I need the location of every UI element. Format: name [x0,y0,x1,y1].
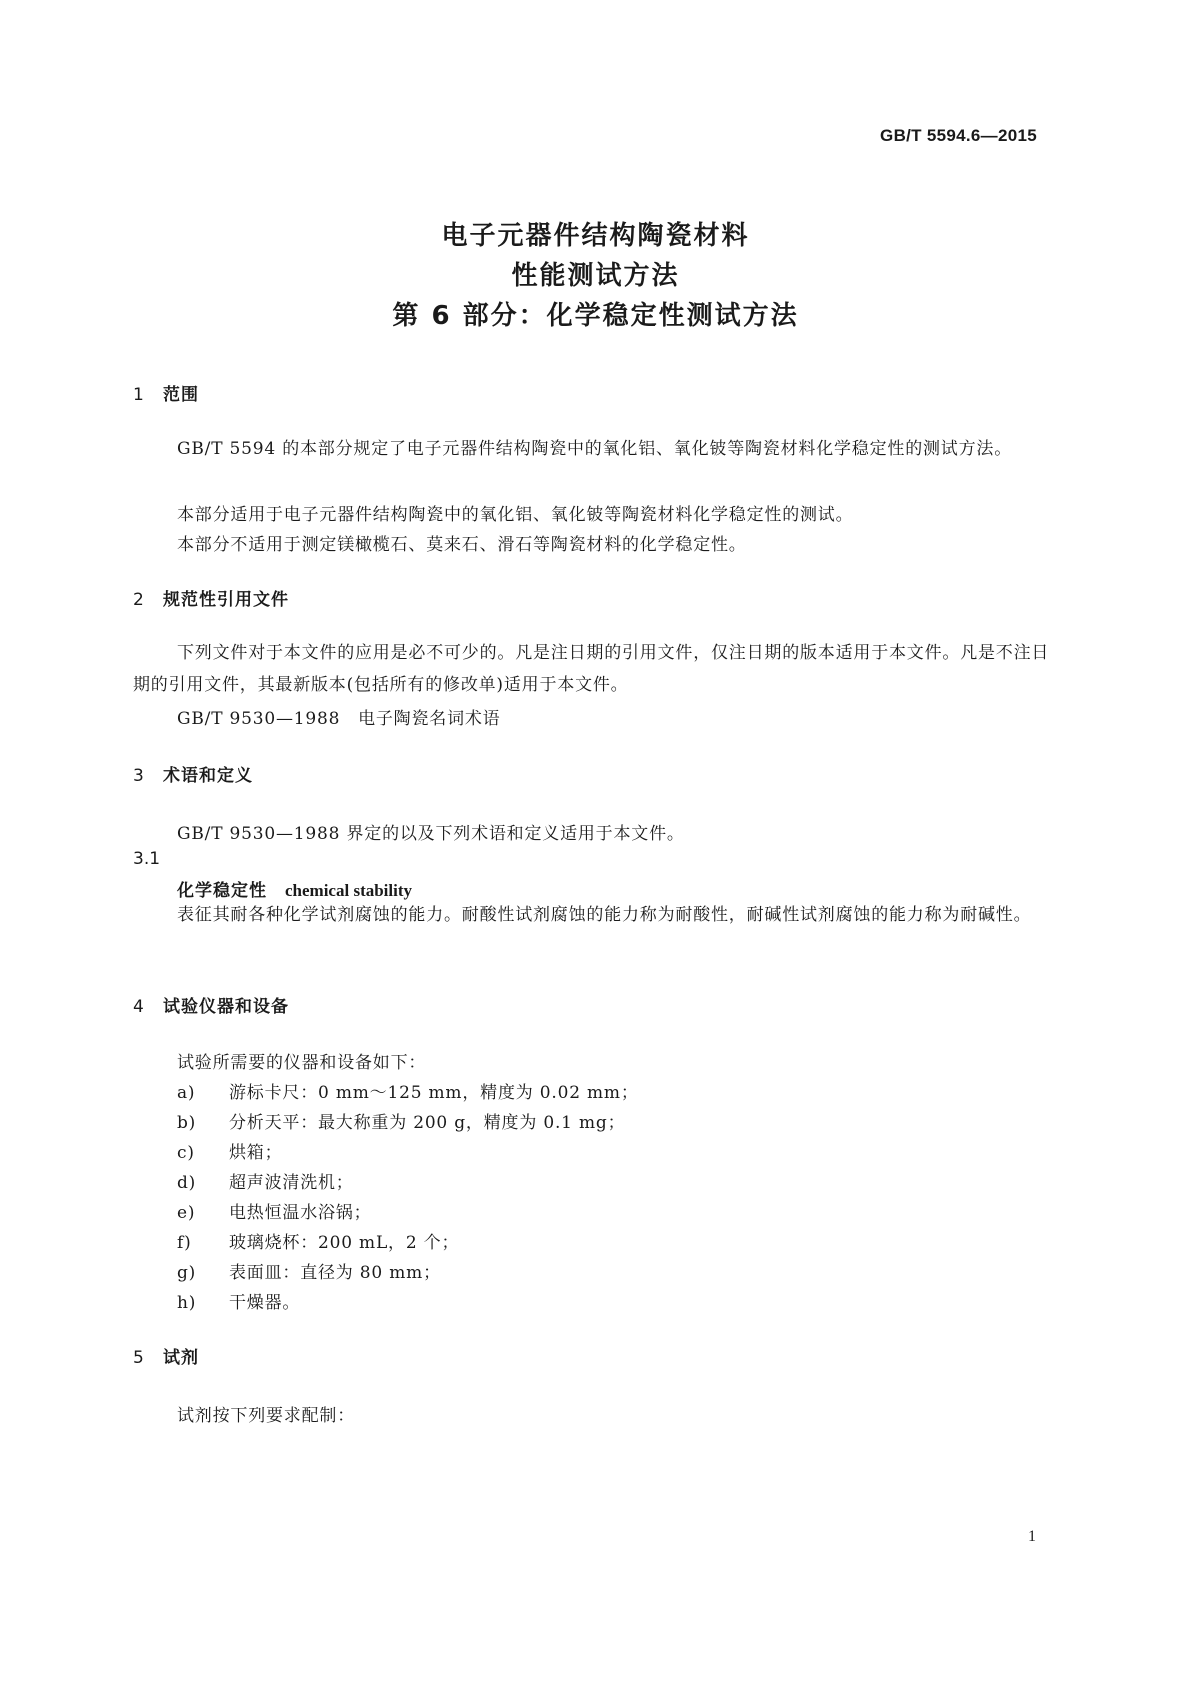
term-chinese: 化学稳定性 [177,881,267,901]
section-title: 术语和定义 [163,766,253,786]
list-item [177,1078,639,1103]
list-item [177,1138,282,1163]
list-item [177,1168,354,1193]
list-marker: d) [177,1173,197,1193]
list-marker: b) [177,1113,197,1133]
list-marker: a) [177,1083,196,1103]
section-title: 规范性引用文件 [163,590,289,610]
list-text: 游标卡尺：0 mm～125 mm，精度为 0.02 mm； [229,1083,639,1103]
list-marker: f) [177,1233,192,1253]
list-marker: g) [177,1263,197,1283]
page-number: 1 [1028,1528,1036,1545]
list-text: 干燥器。 [229,1293,301,1313]
section-number: 1 [133,385,145,405]
list-item [177,1288,300,1313]
section-3-paragraph-1: GB/T 9530—1988 界定的以及下列术语和定义适用于本文件。 [177,824,685,844]
section-3-heading [133,761,253,786]
list-marker: h) [177,1293,197,1313]
normative-reference: GB/T 9530—1988 电子陶瓷名词术语 [177,709,501,729]
list-text: 表面皿：直径为 80 mm； [229,1263,441,1283]
list-item [177,1198,371,1223]
list-text: 玻璃烧杯：200 mL，2 个； [229,1233,460,1253]
section-number: 2 [133,590,145,610]
section-number: 4 [133,997,145,1017]
title-line-2: 性能测试方法 [511,261,680,291]
list-item [177,1108,625,1133]
section-1-paragraph-1: GB/T 5594 的本部分规定了电子元器件结构陶瓷中的氧化铝、氧化铍等陶瓷材料化学稳定性的测试方法。 [177,439,1013,459]
list-marker: c) [177,1143,195,1163]
section-2-heading [133,585,289,610]
section-title: 范围 [163,385,199,405]
section-4-intro: 试验所需要的仪器和设备如下： [177,1053,427,1073]
term-definition: 表征其耐各种化学试剂腐蚀的能力。耐酸性试剂腐蚀的能力称为耐酸性，耐碱性试剂腐蚀的能力称为耐碱性。 [177,905,1032,925]
section-number: 5 [133,1348,145,1368]
title-line-3: 第 6 部分：化学稳定性测试方法 [392,301,799,331]
section-2-paragraph-1: 下列文件对于本文件的应用是必不可少的。凡是注日期的引用文件，仅注日期的版本适用于本文件。凡是不注日期的引用文件，其最新版本(包括所有的修改单)适用于本文件。 [133,643,1050,695]
term-english: chemical stability [285,881,413,900]
list-item [177,1228,459,1253]
term-number: 3.1 [133,849,161,869]
list-text: 超声波清洗机； [229,1173,354,1193]
list-text: 烘箱； [229,1143,283,1163]
section-title: 试剂 [163,1348,199,1368]
section-1-heading [133,380,199,405]
list-marker: e) [177,1203,196,1223]
list-text: 电热恒温水浴锅； [229,1203,372,1223]
title-line-1: 电子元器件结构陶瓷材料 [441,221,750,251]
section-title: 试验仪器和设备 [163,997,289,1017]
list-item [177,1258,441,1283]
section-5-heading [133,1343,199,1368]
section-4-heading [133,992,289,1017]
section-1-paragraph-2: 本部分适用于电子元器件结构陶瓷中的氧化铝、氧化铍等陶瓷材料化学稳定性的测试。 [177,505,854,525]
section-5-intro: 试剂按下列要求配制： [177,1406,355,1426]
section-1-paragraph-3: 本部分不适用于测定镁橄榄石、莫来石、滑石等陶瓷材料的化学稳定性。 [177,535,747,555]
term-heading [177,876,412,901]
list-text: 分析天平：最大称重为 200 g，精度为 0.1 mg； [229,1113,626,1133]
standard-code: GB/T 5594.6—2015 [880,126,1037,145]
section-number: 3 [133,766,145,786]
